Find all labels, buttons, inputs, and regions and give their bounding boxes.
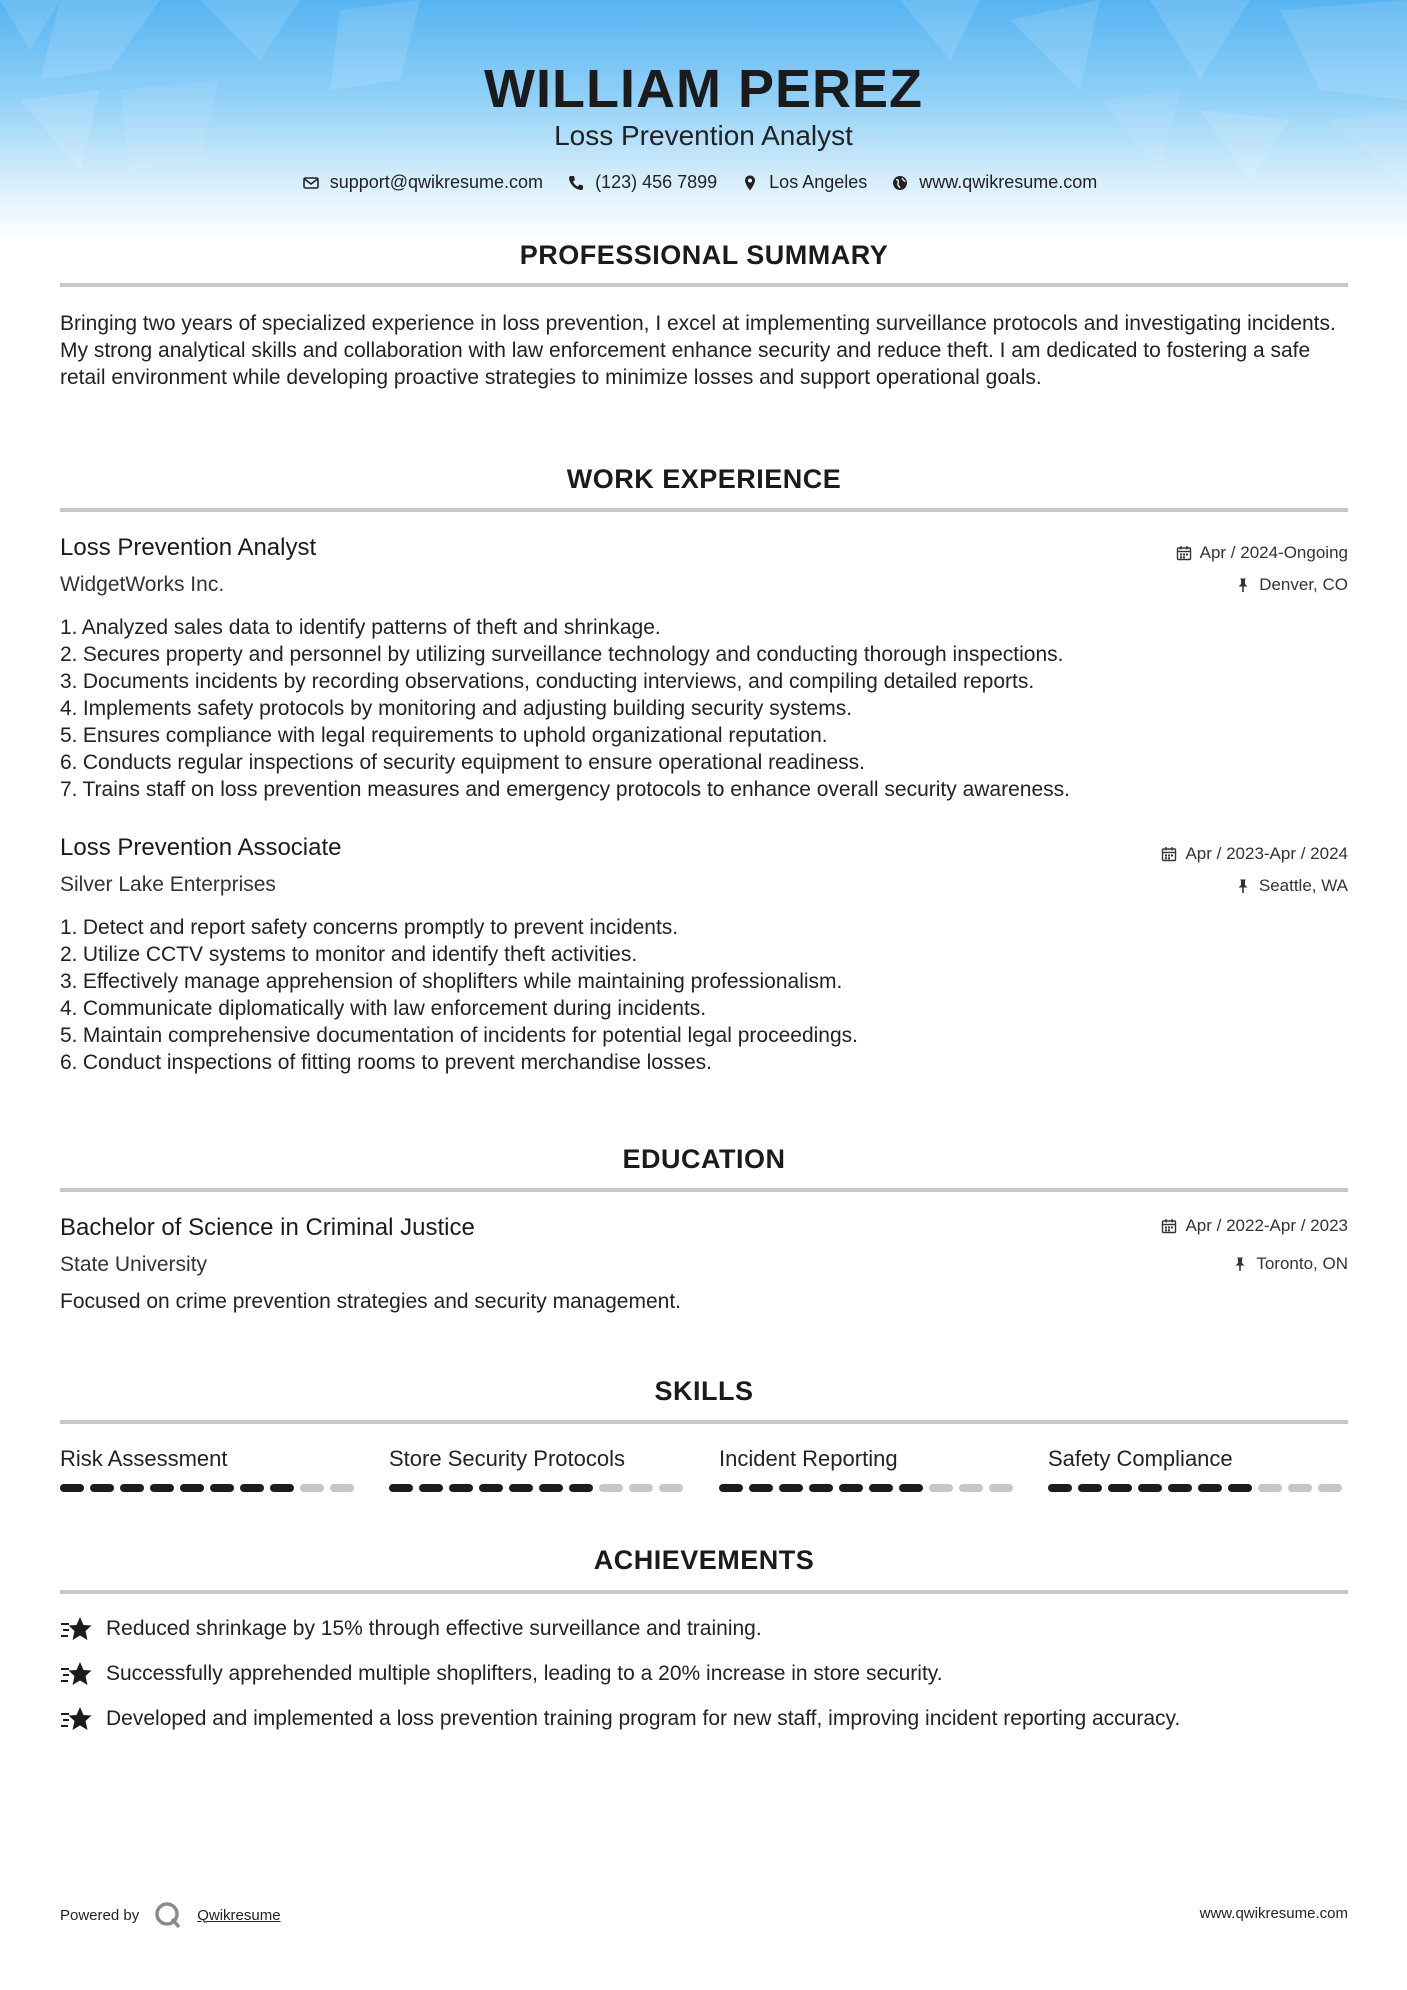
achievements-divider [60, 1590, 1348, 1594]
education-description: Focused on crime prevention strategies and security management. [60, 1290, 681, 1313]
skill-segment-filled [180, 1484, 204, 1492]
education-location-text: Toronto, ON [1256, 1254, 1348, 1273]
pushpin-icon [1232, 1256, 1248, 1272]
list-item: 5. Ensures compliance with legal requirements to uphold organizational reputation. [60, 724, 828, 747]
email-text: support@qwikresume.com [329, 172, 544, 192]
skills-divider [60, 1420, 1348, 1424]
skill-segment-filled [419, 1484, 443, 1492]
skill-segment-filled [90, 1484, 114, 1492]
skill-segment-filled [1048, 1484, 1072, 1492]
skill-segment-filled [569, 1484, 593, 1492]
skill-segment-filled [779, 1484, 803, 1492]
job-dates [1176, 543, 1348, 563]
skill-segment-filled [120, 1484, 144, 1492]
skill-level-bar [1048, 1484, 1348, 1492]
skills-heading: SKILLS [654, 1376, 754, 1406]
skill-segment-filled [210, 1484, 234, 1492]
skill-segment-empty [330, 1484, 354, 1492]
skill-segment-empty [629, 1484, 653, 1492]
skill-segment-filled [60, 1484, 84, 1492]
summary-text: Bringing two years of specialized experience in loss prevention, I excel at implementing surveillance protocols and investigating incidents. My strong analytical skills and collaboration with law enforcement enhance security and reduce theft. I am dedicated to fostering a safe retail environment while developing proactive strategies to minimize losses and support operational goals. [60, 312, 1336, 389]
contact-location [741, 172, 867, 193]
skill-segment-filled [809, 1484, 833, 1492]
school-name: State University [60, 1253, 208, 1276]
skill-segment-filled [749, 1484, 773, 1492]
job-company: WidgetWorks Inc. [60, 573, 225, 596]
star-icon [60, 1615, 92, 1643]
skill-segment-empty [989, 1484, 1013, 1492]
qwikresume-logo-icon [153, 1900, 183, 1930]
calendar-icon [1176, 545, 1192, 561]
contact-website[interactable] [891, 172, 1097, 193]
contact-email[interactable] [302, 172, 543, 193]
calendar-icon [1161, 846, 1177, 862]
skill-level-bar [389, 1484, 689, 1492]
skill-segment-filled [539, 1484, 563, 1492]
list-item: 6. Conduct inspections of fitting rooms to prevent merchandise losses. [60, 1051, 712, 1074]
phone-icon [567, 174, 585, 192]
map-pin-icon [741, 174, 759, 192]
summary-divider [60, 283, 1348, 287]
skill-segment-empty [659, 1484, 683, 1492]
achievements-heading: ACHIEVEMENTS [593, 1545, 815, 1575]
skill-segment-filled [479, 1484, 503, 1492]
location-text: Los Angeles [769, 172, 868, 192]
skill-segment-filled [869, 1484, 893, 1492]
skill-level-bar [60, 1484, 360, 1492]
footer-powered-by [60, 1900, 281, 1930]
star-icon [60, 1705, 92, 1733]
skill-segment-empty [300, 1484, 324, 1492]
website-text: www.qwikresume.com [919, 172, 1098, 192]
job-location [1235, 575, 1348, 595]
achievement-item [60, 1705, 1180, 1733]
job-location-text: Seattle, WA [1258, 876, 1348, 895]
list-item: 5. Maintain comprehensive documentation of incidents for potential legal proceedings. [60, 1024, 858, 1047]
skill-label: Incident Reporting [719, 1446, 898, 1471]
skill-segment-filled [270, 1484, 294, 1492]
skill-segment-empty [959, 1484, 983, 1492]
list-item: 6. Conducts regular inspections of security equipment to ensure operational readiness. [60, 751, 865, 774]
achievement-text: Successfully apprehended multiple shoplifters, leading to a 20% increase in store security. [106, 1662, 943, 1685]
skill-segment-filled [1168, 1484, 1192, 1492]
list-item: 3. Effectively manage apprehension of shoplifters while maintaining professionalism. [60, 970, 843, 993]
achievement-text: Reduced shrinkage by 15% through effective surveillance and training. [106, 1617, 762, 1640]
skill-segment-filled [389, 1484, 413, 1492]
powered-by-label: Powered by [60, 1906, 140, 1924]
job-location-text: Denver, CO [1259, 575, 1348, 594]
candidate-name: WILLIAM PEREZ [484, 59, 923, 119]
skill-segment-filled [899, 1484, 923, 1492]
skill-item [719, 1446, 1019, 1492]
skill-label: Safety Compliance [1048, 1446, 1233, 1471]
skill-segment-filled [1228, 1484, 1252, 1492]
job-title: Loss Prevention Analyst [60, 534, 317, 561]
job-title: Loss Prevention Associate [60, 834, 342, 861]
envelope-icon [302, 174, 320, 192]
skill-segment-filled [240, 1484, 264, 1492]
skill-segment-filled [1078, 1484, 1102, 1492]
list-item: 4. Communicate diplomatically with law enforcement during incidents. [60, 997, 707, 1020]
skill-level-bar [719, 1484, 1019, 1492]
job-dates [1161, 844, 1348, 864]
skill-segment-filled [1198, 1484, 1222, 1492]
job-company: Silver Lake Enterprises [60, 873, 276, 896]
job-dates-text: Apr / 2023-Apr / 2024 [1185, 844, 1348, 863]
experience-heading: WORK EXPERIENCE [566, 464, 842, 494]
summary-heading: PROFESSIONAL SUMMARY [519, 240, 889, 270]
candidate-role: Loss Prevention Analyst [554, 120, 853, 151]
degree-title: Bachelor of Science in Criminal Justice [60, 1214, 475, 1241]
job-bullets [60, 914, 1350, 1076]
job-dates-text: Apr / 2024-Ongoing [1199, 543, 1348, 562]
education-divider [60, 1188, 1348, 1192]
list-item: 1. Detect and report safety concerns promptly to prevent incidents. [60, 916, 679, 939]
list-item: 4. Implements safety protocols by monitoring and adjusting building security systems. [60, 697, 853, 720]
skill-segment-filled [1108, 1484, 1132, 1492]
skill-segment-filled [1138, 1484, 1162, 1492]
list-item: 3. Documents incidents by recording observations, conducting interviews, and compiling detailed reports. [60, 670, 1035, 693]
skill-segment-filled [150, 1484, 174, 1492]
phone-text: (123) 456 7899 [595, 172, 718, 192]
list-item: 2. Secures property and personnel by utilizing surveillance technology and conducting thorough inspections. [60, 643, 1064, 666]
skill-segment-filled [509, 1484, 533, 1492]
education-dates-text: Apr / 2022-Apr / 2023 [1185, 1216, 1348, 1235]
skill-segment-filled [449, 1484, 473, 1492]
job-location [1235, 876, 1348, 896]
achievement-text: Developed and implemented a loss prevention training program for new staff, improving incident reporting accuracy. [106, 1707, 1181, 1730]
brand-link[interactable]: Qwikresume [197, 1906, 281, 1924]
skill-segment-filled [719, 1484, 743, 1492]
skill-item [389, 1446, 689, 1492]
skill-segment-empty [1288, 1484, 1312, 1492]
skill-segment-filled [839, 1484, 863, 1492]
star-icon [60, 1660, 92, 1688]
list-item: 2. Utilize CCTV systems to monitor and identify theft activities. [60, 943, 638, 966]
education-heading: EDUCATION [622, 1144, 786, 1174]
footer-website[interactable]: www.qwikresume.com [1199, 1905, 1348, 1922]
list-item: 1. Analyzed sales data to identify patterns of theft and shrinkage. [60, 616, 661, 639]
contact-bar [0, 172, 1407, 193]
calendar-icon [1161, 1218, 1177, 1234]
education-dates [1161, 1216, 1348, 1236]
job-bullets [60, 614, 1350, 803]
skill-label: Store Security Protocols [389, 1446, 625, 1471]
achievement-item [60, 1615, 762, 1643]
pushpin-icon [1235, 577, 1251, 593]
experience-divider [60, 508, 1348, 512]
list-item: 7. Trains staff on loss prevention measures and emergency protocols to enhance overall security awareness. [60, 778, 1070, 801]
achievement-item [60, 1660, 943, 1688]
education-location [1232, 1254, 1348, 1274]
skill-item [1048, 1446, 1348, 1492]
contact-phone[interactable] [567, 172, 717, 193]
pushpin-icon [1235, 878, 1251, 894]
skill-segment-empty [1318, 1484, 1342, 1492]
skill-item [60, 1446, 360, 1492]
skill-segment-empty [929, 1484, 953, 1492]
globe-icon [891, 174, 909, 192]
skill-segment-empty [599, 1484, 623, 1492]
skill-label: Risk Assessment [60, 1446, 228, 1471]
skill-segment-empty [1258, 1484, 1282, 1492]
